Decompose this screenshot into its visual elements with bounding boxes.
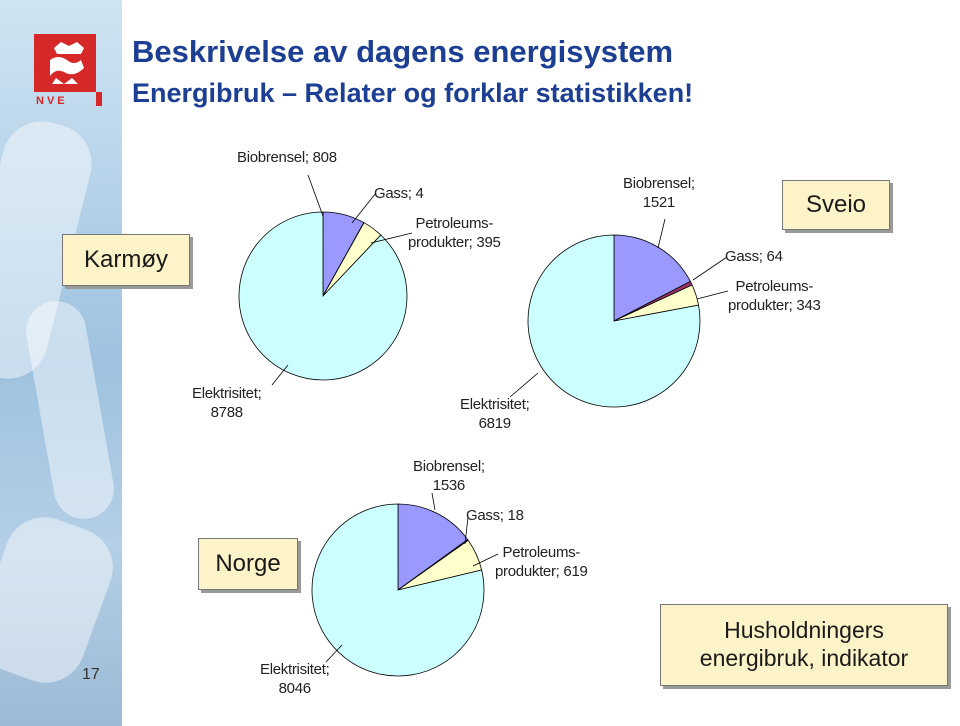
decorative-streak xyxy=(21,296,118,523)
sveio-petroleum-label xyxy=(728,278,821,316)
region-box-sveio: Sveio xyxy=(782,180,890,230)
karmoy-elektrisitet-label-line1: Elektrisitet; xyxy=(192,385,262,402)
sveio-petroleum-leader-line xyxy=(697,291,728,299)
karmoy-petroleum-label xyxy=(408,215,501,253)
norge-elektrisitet-label xyxy=(260,661,329,699)
norge-biobrensel-label xyxy=(413,458,485,496)
indicator-box xyxy=(660,604,948,686)
sveio-biobrensel-label xyxy=(623,175,695,213)
logo-text: NVE xyxy=(36,95,68,106)
karmoy-petroleum-label-line1: Petroleums- xyxy=(415,215,494,232)
sveio-gass-leader-line xyxy=(693,257,727,280)
norge-elektrisitet-label-line1: Elektrisitet; xyxy=(260,661,330,678)
sveio-petroleum-label-line1: Petroleums- xyxy=(735,278,814,295)
norge-petroleum-label-line1: Petroleums- xyxy=(502,544,581,561)
indicator-line2: energibruk, indikator xyxy=(699,644,909,671)
sveio-petroleum-label-line2: produkter; 343 xyxy=(728,296,821,314)
sveio-elektrisitet-label-line1: Elektrisitet; xyxy=(460,396,530,413)
norge-petroleum-label-line2: produkter; 619 xyxy=(495,562,588,580)
norge-gass-label: Gass; 18 xyxy=(466,507,524,524)
karmoy-biobrensel-leader-line xyxy=(308,175,323,216)
sveio-biobrensel-label-line1: Biobrensel; xyxy=(623,175,695,192)
karmoy-gass-label: Gass; 4 xyxy=(374,185,424,202)
sveio-elektrisitet-label-line2: 6819 xyxy=(478,414,511,432)
norge-biobrensel-leader-line xyxy=(432,493,435,510)
sveio-biobrensel-leader-line xyxy=(658,219,665,248)
region-box-karmoy: Karmøy xyxy=(62,234,190,286)
decorative-streak xyxy=(0,506,122,694)
norge-petroleum-label xyxy=(495,544,588,582)
karmoy-biobrensel-label: Biobrensel; 808 xyxy=(237,149,337,166)
region-box-norge: Norge xyxy=(198,538,298,590)
karmoy-elektrisitet-slice xyxy=(239,212,407,380)
karmoy-petroleum-label-line2: produkter; 395 xyxy=(408,233,501,251)
karmoy-gass-leader-line xyxy=(352,193,376,223)
decorative-side-strip xyxy=(0,0,122,726)
slide-title: Beskrivelse av dagens energisystem xyxy=(132,34,674,69)
sveio-gass-label: Gass; 64 xyxy=(725,248,783,265)
slide-subtitle: Energibruk – Relater og forklar statistikken! xyxy=(132,78,694,108)
sveio-biobrensel-label-line2: 1521 xyxy=(642,193,675,211)
norge-elektrisitet-label-line2: 8046 xyxy=(278,679,311,697)
karmoy-elektrisitet-label xyxy=(192,385,261,423)
slide-number: 17 xyxy=(82,666,100,683)
norge-biobrensel-label-line2: 1536 xyxy=(432,476,465,494)
sveio-elektrisitet-label xyxy=(460,396,529,434)
karmoy-elektrisitet-label-line2: 8788 xyxy=(210,403,243,421)
nve-logo xyxy=(34,34,104,106)
indicator-line1: Husholdningers xyxy=(724,617,884,643)
sveio-elektrisitet-leader-line xyxy=(510,373,538,397)
norge-biobrensel-label-line1: Biobrensel; xyxy=(413,458,485,475)
